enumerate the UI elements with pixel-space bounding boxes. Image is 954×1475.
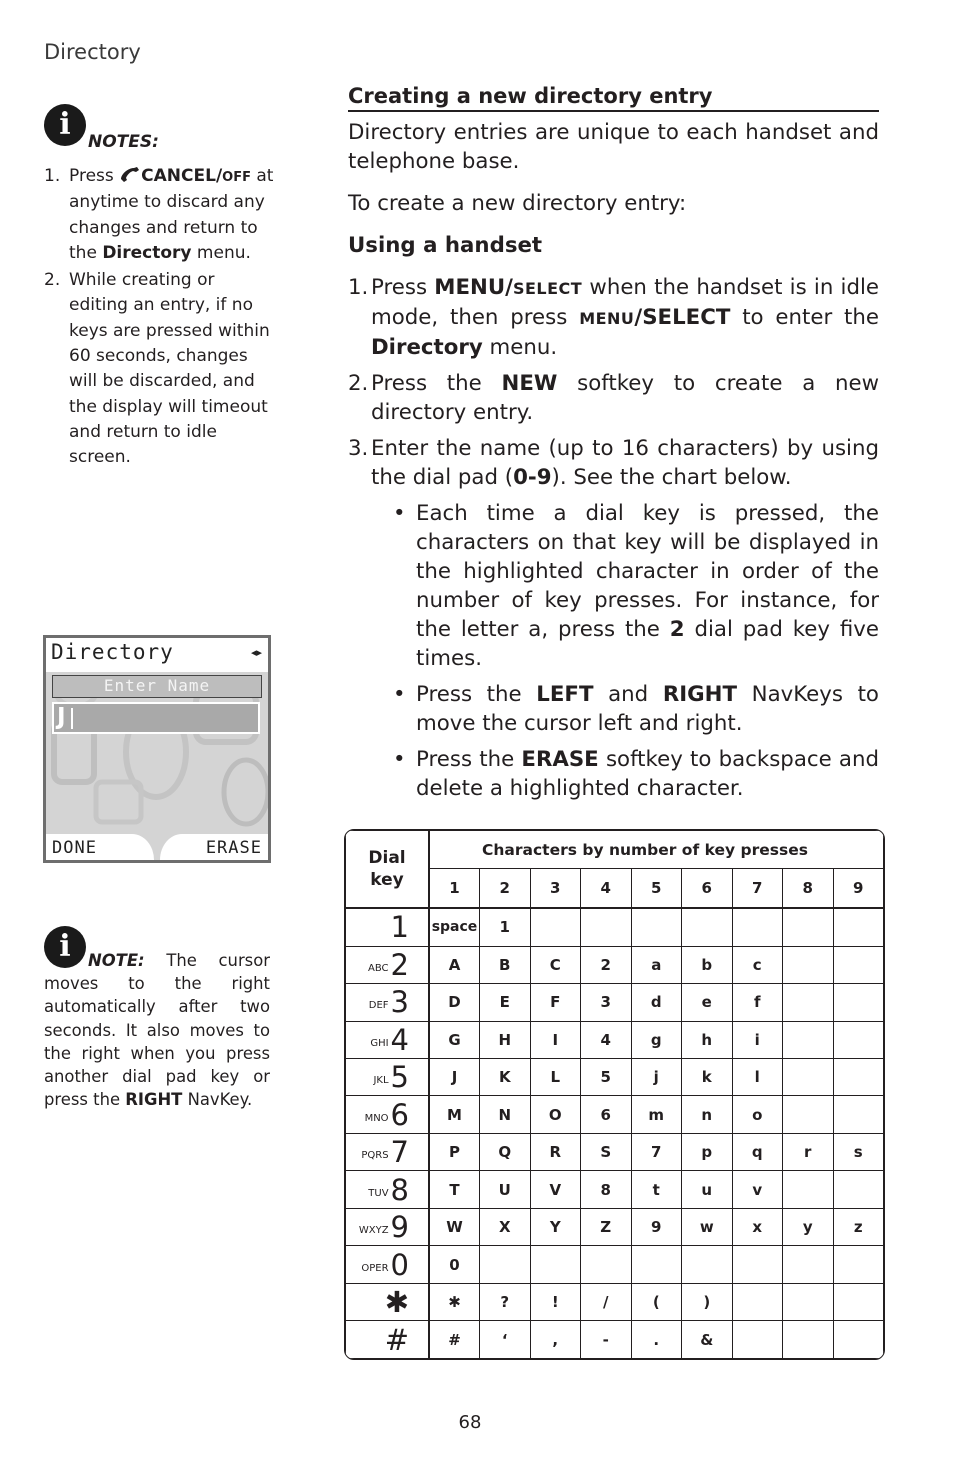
table-cell: [833, 1058, 884, 1095]
table-cell: [833, 1171, 884, 1208]
press-count-header: 5: [631, 869, 682, 909]
table-cell: [480, 1246, 531, 1283]
table-cell: U: [480, 1171, 531, 1208]
table-row: [346, 1058, 884, 1095]
table-cell: (: [631, 1283, 682, 1320]
table-cell: [783, 1021, 834, 1058]
press-count-header: 2: [480, 869, 531, 909]
table-cell: [833, 984, 884, 1021]
left-right-arrows-icon: ◂▸: [250, 646, 262, 659]
table-row: [346, 1321, 884, 1359]
character-table: [345, 830, 884, 1359]
info-icon: i: [44, 926, 86, 968]
table-cell: o: [732, 1096, 783, 1133]
table-cell: [833, 908, 884, 946]
table-cell: [732, 1321, 783, 1359]
table-cell: !: [530, 1283, 581, 1320]
table-cell: J: [429, 1058, 480, 1095]
text-cursor: [71, 708, 73, 729]
note-item-1: 1. Press CANCEL/OFF at anytime to discard any changes and return to the Directory menu.: [44, 166, 274, 263]
table-cell: h: [682, 1021, 733, 1058]
notes-title: NOTES:: [88, 132, 159, 152]
table-cell: [783, 1058, 834, 1095]
table-row: [346, 1133, 884, 1170]
press-count-header: 8: [783, 869, 834, 909]
table-cell: O: [530, 1096, 581, 1133]
table-cell: b: [682, 946, 733, 983]
table-cell: Z: [581, 1208, 632, 1245]
character-chart: [344, 829, 885, 1360]
key-digit: 4: [390, 1022, 408, 1057]
dial-key-cell: [346, 1208, 430, 1245]
table-cell: A: [429, 946, 480, 983]
table-cell: X: [480, 1208, 531, 1245]
table-row: [346, 1171, 884, 1208]
table-cell: [783, 984, 834, 1021]
dial-key-cell: [346, 908, 430, 946]
table-cell: [833, 946, 884, 983]
table-cell: 9: [631, 1208, 682, 1245]
table-cell: E: [480, 984, 531, 1021]
handset-screen: [43, 635, 271, 863]
notes-list: [44, 164, 276, 473]
table-cell: 6: [581, 1096, 632, 1133]
table-row: [346, 1283, 884, 1320]
table-cell: i: [732, 1021, 783, 1058]
step-2: 2. Press the NEW softkey to create a new directory entry.: [348, 371, 880, 425]
dial-key-cell: [346, 1058, 430, 1095]
table-cell: H: [480, 1021, 531, 1058]
dial-key-header: Dial key: [346, 831, 430, 909]
table-cell: [783, 1321, 834, 1359]
screen-title-bar: [46, 638, 268, 672]
dial-key-cell: [346, 1096, 430, 1133]
key-letters: JKL: [373, 1075, 389, 1087]
dial-key-cell: [346, 1246, 430, 1283]
note-title: NOTE:: [88, 951, 145, 970]
table-cell: d: [631, 984, 682, 1021]
key-letters: ABC: [368, 962, 389, 974]
step-1: 1. Press MENU/SELECT when the handset is in idle mode, then press MENU/SELECT to enter the Directory menu.: [348, 275, 879, 360]
table-cell: G: [429, 1021, 480, 1058]
table-cell: l: [732, 1058, 783, 1095]
table-cell: ,: [530, 1321, 581, 1359]
dial-key-cell: [346, 1021, 430, 1058]
key-letters: DEF: [368, 1000, 389, 1012]
table-cell: [783, 1283, 834, 1320]
table-cell: W: [429, 1208, 480, 1245]
press-count-header: 1: [429, 869, 480, 909]
table-cell: g: [631, 1021, 682, 1058]
table-cell: s: [833, 1133, 884, 1170]
key-letters: OPER: [361, 1262, 389, 1274]
table-cell: y: [783, 1208, 834, 1245]
chars-header: Characters by number of key presses: [429, 831, 884, 869]
table-cell: [530, 1246, 581, 1283]
key-digit: 3: [390, 985, 408, 1020]
table-row: [346, 1208, 884, 1245]
table-cell: z: [833, 1208, 884, 1245]
table-cell: 7: [631, 1133, 682, 1170]
key-digit: ✱: [384, 1285, 408, 1320]
section-label: Directory: [44, 40, 141, 64]
dial-key-cell: [346, 984, 430, 1021]
table-cell: t: [631, 1171, 682, 1208]
table-cell: M: [429, 1096, 480, 1133]
table-cell: [783, 1171, 834, 1208]
table-cell: k: [682, 1058, 733, 1095]
table-cell: f: [732, 984, 783, 1021]
key-letters: TUV: [368, 1187, 389, 1199]
table-cell: D: [429, 984, 480, 1021]
table-row: [346, 1246, 884, 1283]
erase-softkey[interactable]: ERASE: [160, 834, 268, 860]
key-letters: WXYZ: [358, 1225, 389, 1237]
table-cell: v: [732, 1171, 783, 1208]
info-icon: i: [44, 104, 86, 146]
bullet-2: • Press the LEFT and RIGHT NavKeys to move the cursor left and right.: [393, 682, 879, 736]
dial-key-cell: [346, 1321, 430, 1359]
key-digit: #: [384, 1322, 408, 1357]
table-cell: 5: [581, 1058, 632, 1095]
table-cell: &: [682, 1321, 733, 1359]
table-cell: [783, 908, 834, 946]
press-count-header: 7: [732, 869, 783, 909]
table-cell: c: [732, 946, 783, 983]
table-row: [346, 1021, 884, 1058]
name-input-value: J: [57, 704, 66, 730]
table-cell: I: [530, 1021, 581, 1058]
table-cell: [783, 1096, 834, 1133]
table-cell: T: [429, 1171, 480, 1208]
table-cell: a: [631, 946, 682, 983]
table-cell: w: [682, 1208, 733, 1245]
table-cell: V: [530, 1171, 581, 1208]
table-cell: [631, 1246, 682, 1283]
page-number: 68: [458, 1412, 482, 1433]
table-cell: [783, 1246, 834, 1283]
key-digit: 0: [390, 1247, 408, 1282]
table-cell: ‘: [480, 1321, 531, 1359]
press-count-header: 4: [581, 869, 632, 909]
table-cell: P: [429, 1133, 480, 1170]
key-digit: 2: [390, 947, 408, 982]
table-cell: [783, 946, 834, 983]
key-digit: 1: [390, 910, 408, 945]
table-cell: u: [682, 1171, 733, 1208]
table-cell: 8: [581, 1171, 632, 1208]
table-row: [346, 946, 884, 983]
table-cell: [682, 908, 733, 946]
dial-key-cell: [346, 946, 430, 983]
table-cell: n: [682, 1096, 733, 1133]
table-cell: C: [530, 946, 581, 983]
phone-handset-icon: [119, 166, 141, 182]
table-cell: [682, 1246, 733, 1283]
bullet-3: • Press the ERASE softkey to backspace and delete a highlighted character.: [393, 747, 879, 801]
dial-key-cell: [346, 1283, 430, 1320]
table-cell: [833, 1321, 884, 1359]
table-cell: ?: [480, 1283, 531, 1320]
table-cell: 3: [581, 984, 632, 1021]
table-row: [346, 908, 884, 946]
table-cell: q: [732, 1133, 783, 1170]
screen-title: Directory: [51, 640, 174, 664]
table-cell: [530, 908, 581, 946]
bullet-1: • Each time a dial key is pressed, the characters on that key will be displayed in the highlighted character in order of the number of key presses. For instance, for the letter a, press the 2 dial pad key five times.: [393, 501, 879, 671]
key-letters: GHI: [370, 1037, 389, 1049]
note-item-2: 2. While creating or editing an entry, if no keys are pressed within 60 seconds, changes will be discarded, and the display will timeout and return to idle screen.: [44, 270, 270, 468]
table-cell: /: [581, 1283, 632, 1320]
table-cell: [833, 1096, 884, 1133]
key-digit: 6: [390, 1097, 408, 1132]
table-cell: [581, 908, 632, 946]
table-cell: [732, 908, 783, 946]
key-letters: PQRS: [361, 1150, 389, 1162]
table-cell: 4: [581, 1021, 632, 1058]
table-cell: L: [530, 1058, 581, 1095]
table-cell: Q: [480, 1133, 531, 1170]
table-cell: r: [783, 1133, 834, 1170]
table-cell: space: [429, 908, 480, 946]
table-cell: K: [480, 1058, 531, 1095]
key-letters: MNO: [364, 1112, 389, 1124]
key-digit: 7: [390, 1135, 408, 1170]
table-cell: p: [682, 1133, 733, 1170]
table-cell: .: [631, 1321, 682, 1359]
table-cell: j: [631, 1058, 682, 1095]
table-cell: 0: [429, 1246, 480, 1283]
table-cell: #: [429, 1321, 480, 1359]
step-3: 3. Enter the name (up to 16 characters) by using the dial pad (0-9). See the chart below.: [348, 436, 879, 490]
table-cell: ): [682, 1283, 733, 1320]
section-heading: Creating a new directory entry: [348, 84, 879, 112]
table-cell: [833, 1021, 884, 1058]
press-count-header: 6: [682, 869, 733, 909]
table-cell: N: [480, 1096, 531, 1133]
enter-name-label: Enter Name: [52, 675, 262, 698]
dial-key-cell: [346, 1133, 430, 1170]
note-cursor: i NOTE: The cursor moves to the right automatically after two seconds. It also moves to the right when you press another dial pad key or press the RIGHT NavKey.: [44, 926, 270, 1111]
table-cell: R: [530, 1133, 581, 1170]
table-cell: [581, 1246, 632, 1283]
table-cell: [833, 1246, 884, 1283]
table-cell: F: [530, 984, 581, 1021]
press-count-header: 9: [833, 869, 884, 909]
table-cell: Y: [530, 1208, 581, 1245]
table-cell: [732, 1283, 783, 1320]
table-row: [346, 1096, 884, 1133]
table-cell: 2: [581, 946, 632, 983]
notes-header: [44, 104, 159, 152]
table-cell: m: [631, 1096, 682, 1133]
table-cell: [732, 1246, 783, 1283]
key-digit: 5: [390, 1060, 408, 1095]
table-cell: B: [480, 946, 531, 983]
intro-paragraph: Directory entries are unique to each handset and telephone base.: [348, 120, 879, 174]
key-digit: 8: [390, 1172, 408, 1207]
table-cell: -: [581, 1321, 632, 1359]
subheading: Using a handset: [348, 233, 543, 258]
table-cell: x: [732, 1208, 783, 1245]
done-softkey[interactable]: DONE: [46, 834, 154, 860]
key-digit: 9: [390, 1210, 408, 1245]
press-count-header: 3: [530, 869, 581, 909]
table-cell: e: [682, 984, 733, 1021]
table-cell: [833, 1283, 884, 1320]
table-row: [346, 984, 884, 1021]
table-cell: S: [581, 1133, 632, 1170]
dial-key-cell: [346, 1171, 430, 1208]
name-input[interactable]: [52, 702, 260, 734]
table-cell: [631, 908, 682, 946]
table-cell: 1: [480, 908, 531, 946]
main-content: [348, 118, 879, 803]
to-create-paragraph: To create a new directory entry:: [348, 191, 687, 216]
table-cell: ✱: [429, 1283, 480, 1320]
